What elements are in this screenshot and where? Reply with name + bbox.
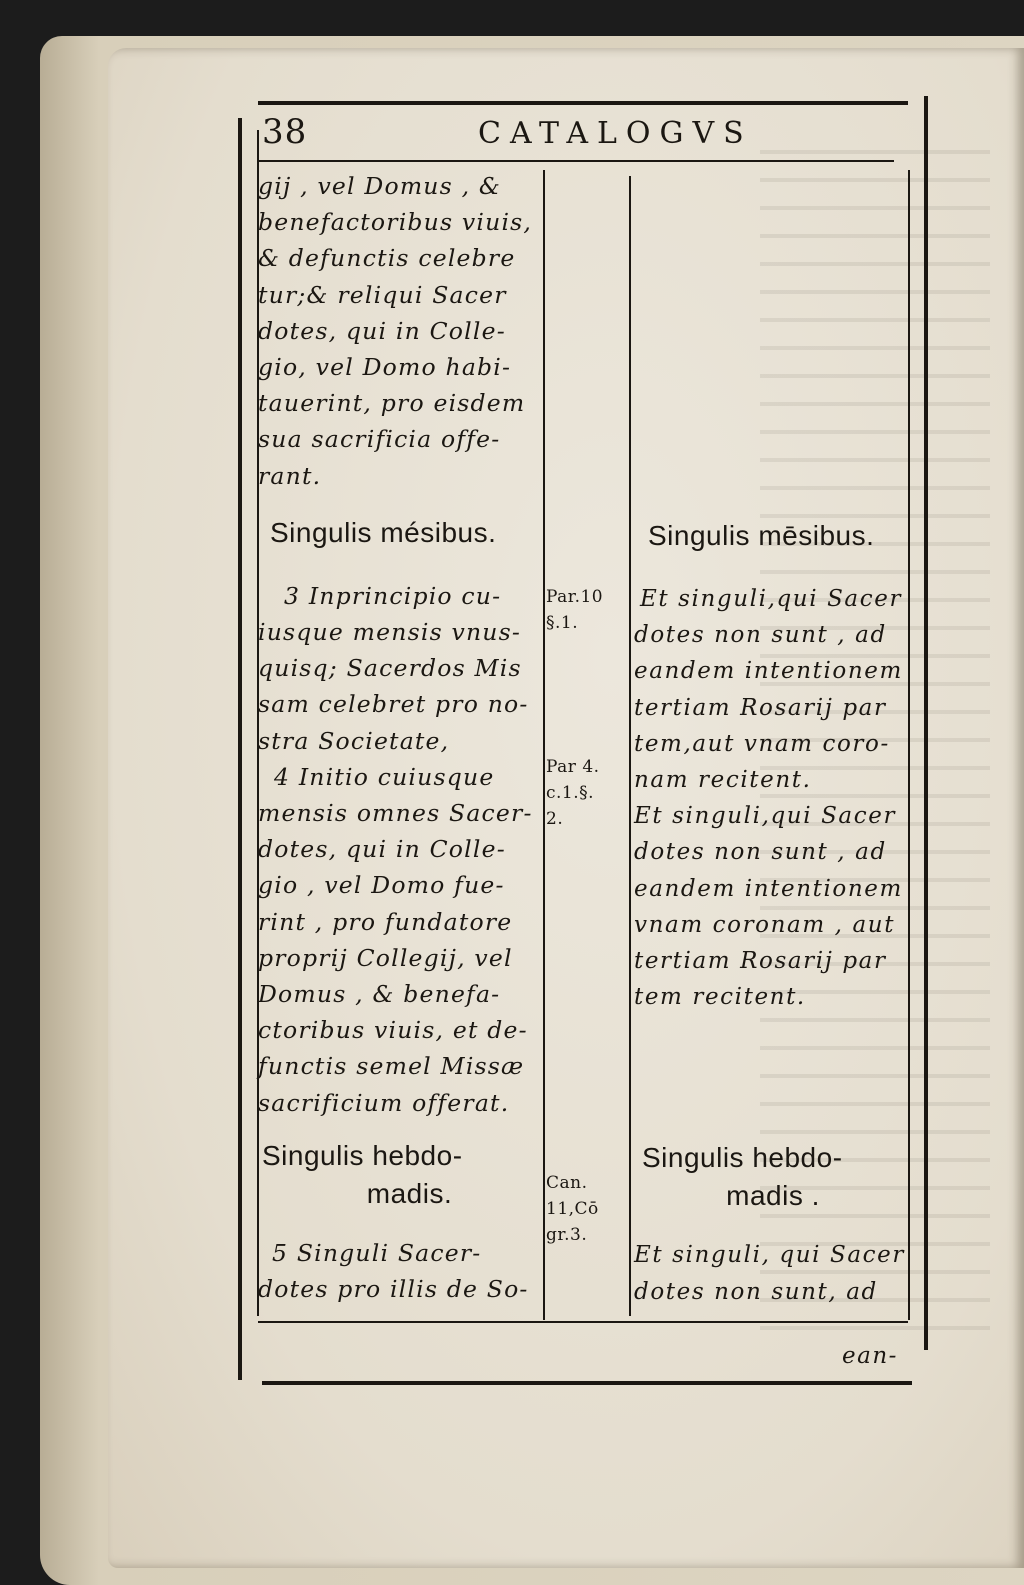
left-column [258, 168, 543, 1307]
text-line: gio , vel Domo fue- [258, 871, 505, 900]
text-line: tem recitent. [634, 984, 806, 1011]
text-line: functis semel Missæ [258, 1052, 525, 1081]
text-line: Et singuli, qui Sacer [634, 1242, 905, 1269]
bottom-rule-outer [262, 1381, 912, 1385]
reference-line: 11,Cō [546, 1199, 599, 1219]
text-line: ctoribus viuis, et de- [258, 1016, 528, 1045]
reference-column [546, 578, 630, 1248]
text-line: proprij Collegij, vel [258, 943, 513, 972]
text-line: eandem intentionem [634, 658, 903, 685]
text-line: tertiam Rosarij par [634, 948, 887, 975]
text-line: dotes non sunt , ad [634, 622, 887, 649]
text-line: quisq; Sacerdos Mis [258, 654, 522, 683]
text-line: gij , vel Domus , & [258, 172, 502, 200]
section-heading-weekly-line-2: madis. [366, 1177, 453, 1209]
text-line: Et singuli,qui Sacer [634, 803, 897, 830]
text-line: dotes pro illis de So- [258, 1275, 529, 1304]
text-line: mensis omnes Sacer- [258, 799, 533, 828]
reference-line: Par 4. [546, 757, 600, 777]
text-line: stra Societate, [258, 726, 450, 755]
section-heading-monthly: Singulis mēsibus. [648, 520, 875, 551]
text-line: sam celebret pro no- [258, 690, 529, 719]
text-line: nam recitent. [634, 767, 812, 794]
text-line: tur;& reliqui Sacer [258, 280, 507, 309]
frame-left-outer [238, 118, 242, 1380]
text-line: eandem intentionem [634, 875, 903, 902]
frame-right-outer [924, 96, 928, 1350]
text-line: dotes, qui in Colle- [258, 316, 506, 345]
text-line: 3 Inprincipio cu- [284, 581, 502, 610]
right-column [634, 168, 912, 1310]
reference-note [546, 1170, 630, 1248]
reference-line: gr.3. [546, 1225, 588, 1245]
reference-note [546, 584, 630, 636]
text-line: Et singuli,qui Sacer [640, 586, 903, 612]
section-heading-monthly: Singulis mésibus. [270, 516, 497, 548]
text-line: tertiam Rosarij par [634, 694, 887, 721]
text-line: sacrificium offerat. [258, 1088, 510, 1117]
header-rule [258, 160, 894, 162]
running-title: CATALOGVS [478, 116, 753, 151]
column-divider-1 [543, 170, 545, 1320]
text-line: rant. [258, 461, 322, 490]
text-line: gio, vel Domo habi- [258, 353, 512, 382]
section-heading-weekly-line-1: Singulis hebdo- [262, 1139, 463, 1171]
reference-line: §.1. [546, 613, 579, 633]
page-number: 38 [262, 112, 308, 152]
text-line: 5 Singuli Sacer- [272, 1238, 482, 1267]
reference-line: 2. [546, 809, 564, 829]
text-line: 4 Initio cuiusque [274, 762, 495, 791]
catchword: ean- [842, 1343, 898, 1369]
reference-line: Can. [546, 1173, 588, 1193]
text-line: vnam coronam , aut [634, 911, 896, 938]
text-line: sua sacrificia offe- [258, 425, 501, 454]
text-line: rint , pro fundatore [258, 907, 513, 936]
text-line: benefactoribus viuis, [258, 208, 533, 237]
reference-note [546, 754, 630, 832]
text-line: dotes non sunt, ad [634, 1278, 878, 1305]
top-rule [258, 101, 908, 105]
text-line: tem,aut vnam coro- [634, 730, 890, 757]
text-line: iusque mensis vnus- [258, 618, 522, 647]
text-line: Domus , & benefa- [258, 980, 501, 1009]
reference-line: Par.10 [546, 587, 604, 607]
text-line: dotes, qui in Colle- [258, 835, 506, 864]
section-heading-weekly-line-1: Singulis hebdo- [642, 1142, 843, 1174]
section-heading-weekly-line-2: madis . [726, 1180, 820, 1212]
reference-line: c.1.§. [546, 783, 595, 803]
text-line: & defunctis celebre [258, 244, 516, 273]
text-line: dotes non sunt , ad [634, 839, 887, 866]
bottom-rule-inner [258, 1321, 908, 1323]
text-line: tauerint, pro eisdem [258, 389, 526, 418]
